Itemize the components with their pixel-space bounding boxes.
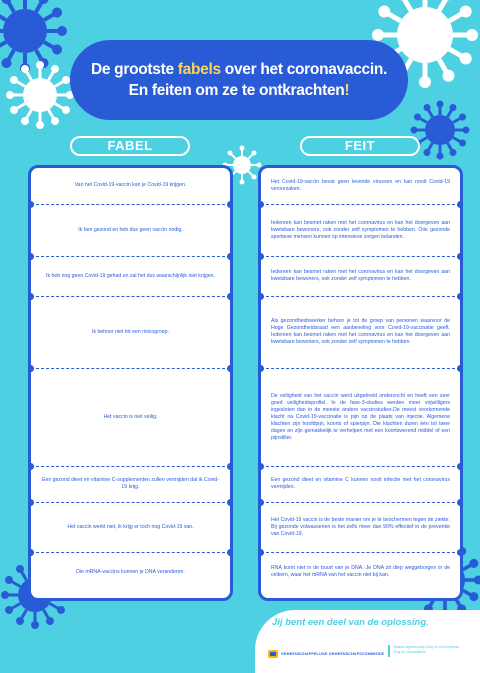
fabel-row: Van het Covid-19-vaccin kan je Covid-19 krijgen.: [74, 182, 187, 188]
page-title: [70, 40, 408, 120]
feit-row: Iedereen kan besmet raken met het coronavirus en kan het doorgeven aan kwetsbare bewoners, ook zonder zelf symptomen te hebben. Ook gezonde sportieve mensen kunnen op intensieve zorgen belanden.: [271, 219, 450, 240]
fabel-row: Ik behoor niet tot een risicogroep.: [92, 328, 169, 335]
feit-row: RNA komt niet in de buurt van je DNA. Je DNA zit diep weggeborgen in de celkern, waar het mRNA van het vaccin niet bij kan.: [271, 565, 450, 578]
feit-row: Als gezondheidswerker behoor je tot de groep van personen waarvoor de Hoge Gezondheidsraad een aanbeveling voor Covid-19-vaccinatie geeft. Iedereen kan besmet raken met het coronavirus en kan het doorgeven aan kwetsbare bewoners, ook zonder zelf symptomen te hebben.: [271, 318, 450, 345]
fabel-row: Een gezond dieet en vitamine C-supplementen zullen vermijden dat ik Covid-19 krijg.: [41, 477, 220, 490]
slogan: Jij bent een deel van de oplossing.: [272, 617, 429, 628]
ggc-logo-icon: [268, 650, 278, 658]
feit-row: Het Covid-19-vaccin bevat geen levende virussen en kan nooit Covid-19 veroorzaken.: [271, 178, 450, 192]
coronavirus-icon: [410, 100, 470, 160]
fabel-row: Het vaccin werkt niet, ik krijg er toch nog Covid-19 van.: [67, 523, 194, 530]
fabel-row: Het vaccin is niet veilig.: [103, 413, 158, 420]
zorg-gezondheid-logo: [388, 645, 463, 657]
title-line-1: De grootste fabels over het coronavaccin.: [90, 61, 388, 78]
title-highlight: fabels: [177, 61, 221, 78]
feit-column: [258, 165, 463, 601]
ggc-logo-text: GEMEENSCHAPPELIJKE GEMEENSCHAPSCOMMISSIE: [281, 652, 385, 656]
feit-row: Het Covid-19 vaccin is de beste manier om je te beschermen tegen de ziekte. Bij gezonde volwassenen is het zelfs meer dan 90% effectief in de preventie van Covid-19.: [271, 516, 450, 537]
feit-row: Iedereen kan besmet raken met het coronavirus en kan het doorgeven aan kwetsbare bewoners, ook zonder zelf symptomen te hebben.: [271, 269, 450, 282]
logo-bar-icon: [388, 645, 390, 657]
fabel-row: Ik heb nog geen Covid-19 gehad en zal het dus waarschijnlijk niet krijgen.: [46, 272, 215, 279]
coronavirus-icon: [5, 60, 75, 130]
title-line-2: En feiten om ze te ontkrachten!: [128, 82, 350, 99]
fabel-column: [28, 165, 233, 601]
fabel-heading: FABEL: [70, 136, 190, 156]
fabel-row: Ik ben gezond en heb dus geen vaccin nodig.: [78, 226, 183, 233]
feit-row: De veiligheid van het vaccin werd uitgebreid onderzocht en heeft een zeer goed veiligheidsprofiel. In de fase-3-studies werden meer vrijwilligers ingesloten dan in de meeste andere vaccinstudies.De meest voorkomende klacht na Covid-19-vaccinatie is pijn op de plaats van injectie. Algemene klachten zijn hoofdpijn, koorts of spierpijn. Die klachten duren één tot twee dagen en zijn gemakkelijk te verhelpen met een koortswerend middel of een pijnstiller.: [271, 392, 450, 441]
feit-row: Een gezond dieet en vitamine C kunnen nooit infectie met het coronavirus vermijden.: [271, 477, 450, 490]
ggc-logo: [268, 650, 384, 658]
fabel-row: Die mRNA-vaccins kunnen je DNA veranderen.: [76, 568, 185, 575]
zorg-gezondheid-logo-text: Vlaams Agentschap Zorg en Gezondheid, Zorg en Gezondheid: [393, 645, 460, 654]
feit-heading: FEIT: [300, 136, 420, 156]
